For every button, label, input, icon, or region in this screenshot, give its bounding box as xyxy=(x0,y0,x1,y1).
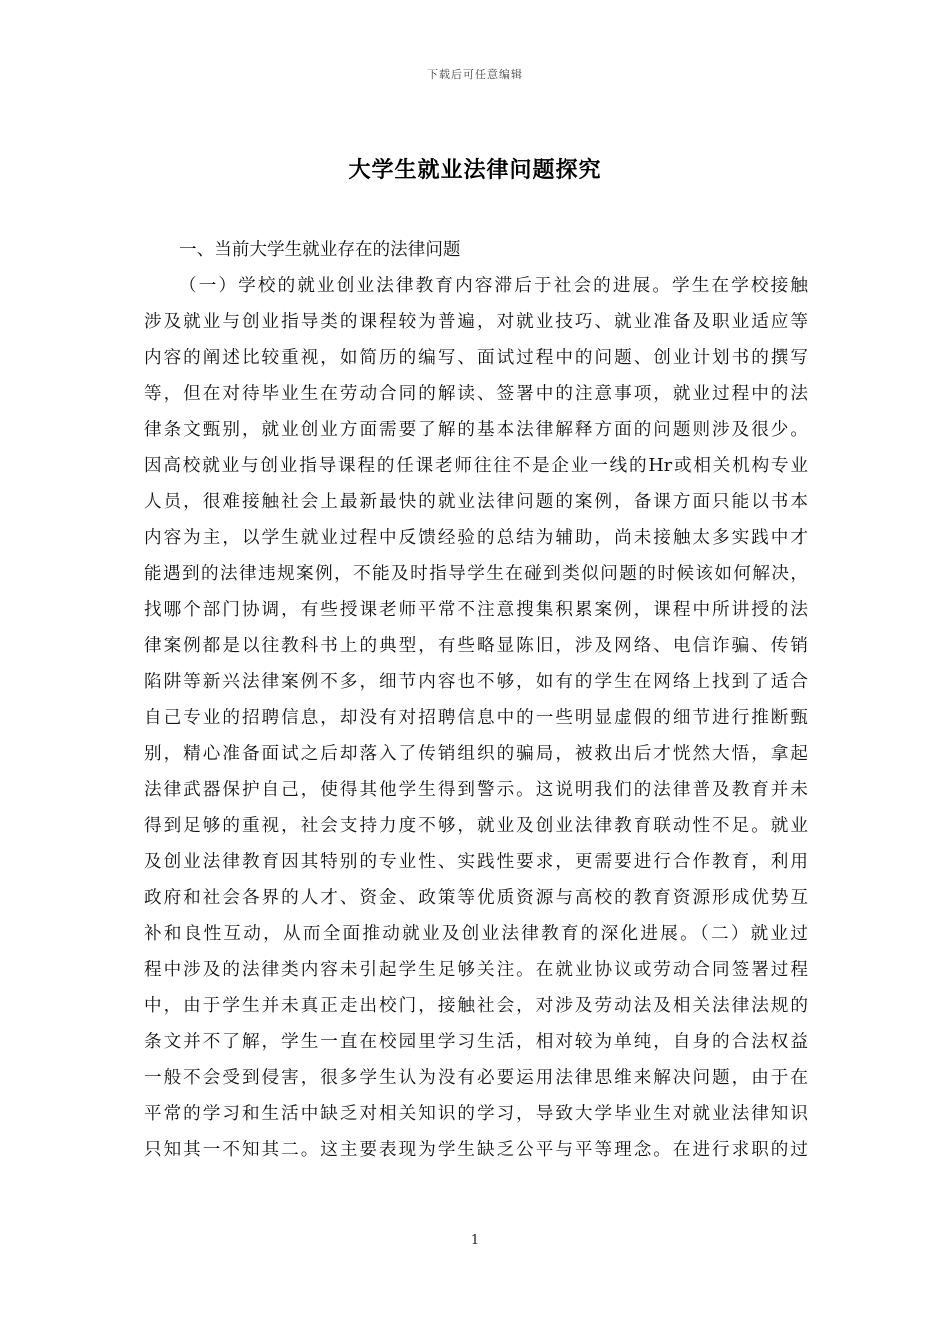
body-line: 政府和社会各界的人才、资金、政策等优质资源与高校的教育资源形成优势互 xyxy=(144,888,808,908)
body-line: 等，但在对待毕业生在劳动合同的解读、签署中的注意事项，就业过程中的法 xyxy=(144,384,808,404)
body-line: 得到足够的重视，社会支持力度不够，就业及创业法律教育联动性不足。就业 xyxy=(144,816,808,836)
body-line: 法律武器保护自己，使得其他学生得到警示。这说明我们的法律普及教育并未 xyxy=(144,780,808,800)
body-line: 陷阱等新兴法律案例不多，细节内容也不够，如有的学生在网络上找到了适合 xyxy=(144,672,808,692)
page-number: 1 xyxy=(470,1233,480,1248)
document-body xyxy=(144,232,808,1168)
body-line: 律条文甄别，就业创业方面需要了解的基本法律解释方面的问题则涉及很少。 xyxy=(144,420,808,440)
body-line: 内容为主，以学生就业过程中反馈经验的总结为辅助，尚未接触太多实践中才 xyxy=(144,528,808,548)
body-line: 能遇到的法律违规案例，不能及时指导学生在碰到类似问题的时候该如何解决， xyxy=(144,564,808,584)
body-line: 别，精心准备面试之后却落入了传销组织的骗局，被救出后才恍然大悟，拿起 xyxy=(144,744,808,764)
body-line: 中，由于学生并未真正走出校门，接触社会，对涉及劳动法及相关法律法规的 xyxy=(144,996,808,1016)
body-line: 内容的阐述比较重视，如简历的编写、面试过程中的问题、创业计划书的撰写 xyxy=(144,348,808,368)
body-line: 补和良性互动，从而全面推动就业及创业法律教育的深化进展。（二）就业过 xyxy=(144,924,808,944)
body-line: 涉及就业与创业指导类的课程较为普遍，对就业技巧、就业准备及职业适应等 xyxy=(144,312,808,332)
body-line: 及创业法律教育因其特别的专业性、实践性要求，更需要进行合作教育，利用 xyxy=(144,852,808,872)
body-line: 人员，很难接触社会上最新最快的就业法律问题的案例，备课方面只能以书本 xyxy=(144,492,808,512)
body-line: （一）学校的就业创业法律教育内容滞后于社会的进展。学生在学校接触 xyxy=(179,276,808,296)
section-heading: 一、当前大学生就业存在的法律问题 xyxy=(179,240,461,260)
body-line: 找哪个部门协调，有些授课老师平常不注意搜集积累案例，课程中所讲授的法 xyxy=(144,600,808,620)
body-line: 自己专业的招聘信息，却没有对招聘信息中的一些明显虚假的细节进行推断甄 xyxy=(144,708,808,728)
body-line: 只知其一不知其二。这主要表现为学生缺乏公平与平等理念。在进行求职的过 xyxy=(144,1140,808,1160)
body-line: 程中涉及的法律类内容未引起学生足够关注。在就业协议或劳动合同签署过程 xyxy=(144,960,808,980)
body-line: 一般不会受到侵害，很多学生认为没有必要运用法律思维来解决问题，由于在 xyxy=(144,1068,808,1088)
document-title: 大学生就业法律问题探究 xyxy=(348,158,602,183)
page-header: 下载后可任意编辑 xyxy=(427,68,523,81)
body-line: 因高校就业与创业指导课程的任课老师往往不是企业一线的Hr或相关机构专业 xyxy=(144,456,808,476)
body-line: 平常的学习和生活中缺乏对相关知识的学习，导致大学毕业生对就业法律知识 xyxy=(144,1104,808,1124)
body-line: 律案例都是以往教科书上的典型，有些略显陈旧，涉及网络、电信诈骗、传销 xyxy=(144,636,808,656)
body-line: 条文并不了解，学生一直在校园里学习生活，相对较为单纯，自身的合法权益 xyxy=(144,1032,808,1052)
